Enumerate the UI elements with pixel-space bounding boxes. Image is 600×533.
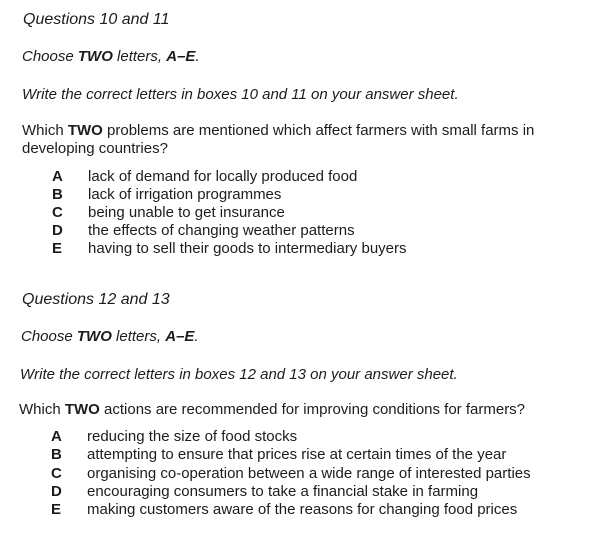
question-text-continued: developing countries? (22, 140, 168, 157)
question-text (22, 122, 534, 140)
option-text: reducing the size of food stocks (87, 428, 298, 445)
option-letter: C (51, 465, 62, 482)
instruction-text: . (195, 48, 200, 65)
option-text: being unable to get insurance (88, 204, 285, 221)
choose-instruction (22, 48, 200, 66)
instruction-bold: TWO (77, 48, 113, 65)
instruction-range: A–E (166, 48, 196, 65)
question-text-part: Which (19, 401, 65, 418)
instruction-range: A–E (165, 328, 195, 345)
option-text: organising co-operation between a wide range of interested parties (87, 465, 531, 482)
option-letter: D (52, 222, 63, 239)
instruction-text: Choose (21, 328, 77, 345)
question-text (19, 401, 525, 419)
option-letter: E (52, 240, 63, 257)
answer-sheet-instruction: Write the correct letters in boxes 12 and 13 on your answer sheet. (20, 366, 458, 383)
option-letter: B (52, 186, 63, 203)
option-text: having to sell their goods to intermediary buyers (88, 240, 407, 257)
option-letter: C (52, 204, 63, 221)
option-letter: A (52, 168, 63, 185)
option-letter: B (51, 446, 62, 463)
question-bold: TWO (67, 122, 103, 139)
question-text-part: actions are recommended for improving conditions for farmers? (99, 401, 526, 418)
section-heading: Questions 10 and 11 (23, 11, 170, 28)
instruction-text: letters, (112, 48, 167, 65)
question-text-part: Which (22, 122, 68, 139)
option-text: attempting to ensure that prices rise at certain times of the year (87, 446, 507, 463)
question-bold: TWO (64, 401, 100, 418)
option-letter: A (51, 428, 62, 445)
question-text-part: problems are mentioned which affect farmers with small farms in (102, 122, 535, 139)
option-text: the effects of changing weather patterns (88, 222, 355, 239)
choose-instruction (21, 328, 199, 346)
option-text: lack of demand for locally produced food (88, 168, 358, 185)
option-text: encouraging consumers to take a financial stake in farming (87, 483, 479, 500)
instruction-text: . (194, 328, 199, 345)
instruction-bold: TWO (76, 328, 112, 345)
option-letter: E (51, 501, 62, 518)
option-letter: D (51, 483, 62, 500)
instruction-text: Choose (22, 48, 78, 65)
option-text: making customers aware of the reasons for changing food prices (87, 501, 518, 518)
answer-sheet-instruction: Write the correct letters in boxes 10 and 11 on your answer sheet. (22, 86, 459, 103)
option-text: lack of irrigation programmes (88, 186, 282, 203)
instruction-text: letters, (111, 328, 166, 345)
section-heading: Questions 12 and 13 (22, 291, 170, 308)
